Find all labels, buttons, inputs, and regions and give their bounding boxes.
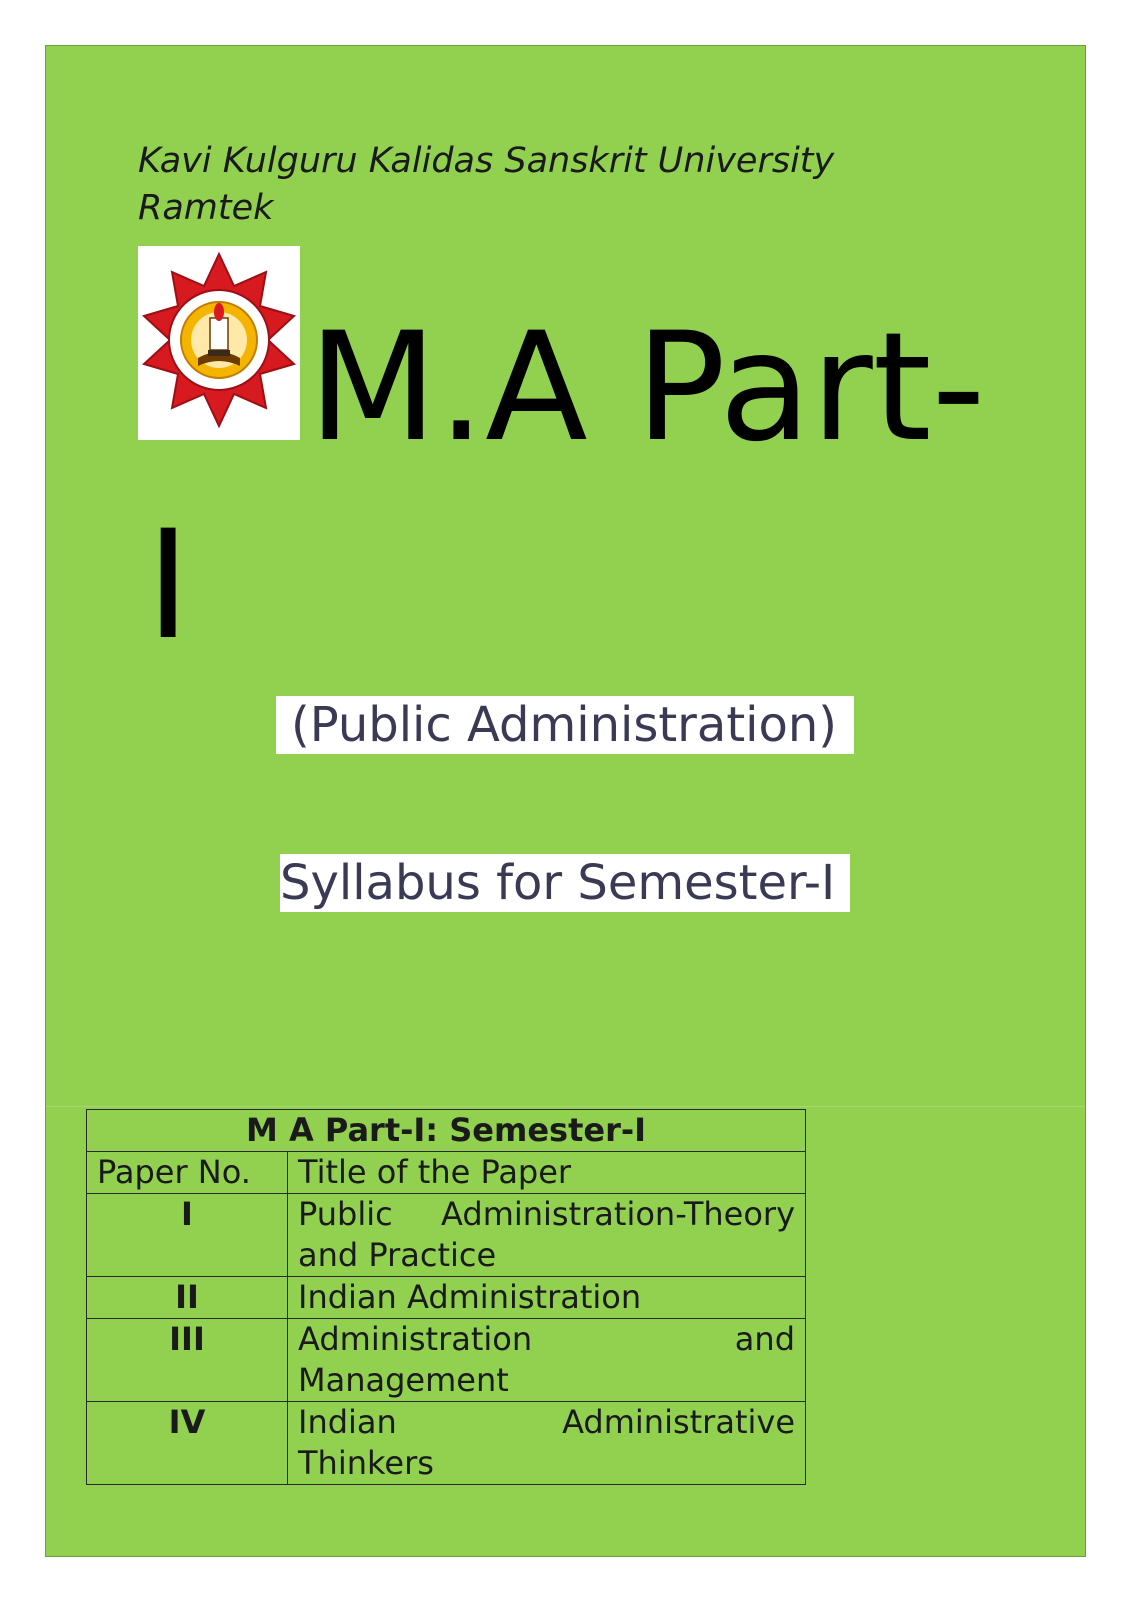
paper-no: III: [87, 1319, 288, 1402]
syllabus-heading: Syllabus for Semester-I: [280, 854, 850, 912]
header-paper-no: Paper No.: [87, 1152, 288, 1194]
paper-no: IV: [87, 1402, 288, 1485]
table-caption-row: [87, 1110, 806, 1152]
table-row: [87, 1194, 806, 1277]
paper-title-part: Indian: [298, 1403, 397, 1441]
table-header-row: [87, 1152, 806, 1194]
paper-title: Indian Administration: [288, 1277, 806, 1319]
university-seal-icon: [138, 246, 300, 440]
paper-no: I: [87, 1194, 288, 1277]
paper-no: II: [87, 1277, 288, 1319]
university-logo: [138, 246, 300, 440]
paper-title: Public Administration-Theory and Practice: [288, 1194, 806, 1277]
subject-subtitle: (Public Administration): [276, 696, 854, 754]
paper-title-part: Thinkers: [298, 1444, 434, 1482]
paper-title-part: Administrative: [562, 1403, 795, 1441]
syllabus-table: [86, 1109, 806, 1485]
table-row: [87, 1277, 806, 1319]
course-title: M.A Part-: [308, 301, 986, 475]
university-name: [138, 138, 938, 232]
paper-title: [288, 1402, 806, 1485]
paper-title-part: and: [734, 1320, 795, 1358]
university-name-line1: Kavi Kulguru Kalidas Sanskrit University: [138, 141, 835, 181]
paper-title: [288, 1319, 806, 1402]
paper-title-part: Management: [298, 1361, 509, 1399]
course-title-continuation: I: [146, 499, 191, 673]
cover-page: [45, 45, 1086, 1557]
paper-title-part: Administration: [298, 1320, 533, 1358]
divider: [46, 1106, 1085, 1107]
table-row: [87, 1402, 806, 1485]
header-title: Title of the Paper: [288, 1152, 806, 1194]
table-row: [87, 1319, 806, 1402]
table-caption: M A Part-I: Semester-I: [87, 1110, 806, 1152]
university-name-line2: Ramtek: [138, 188, 274, 228]
